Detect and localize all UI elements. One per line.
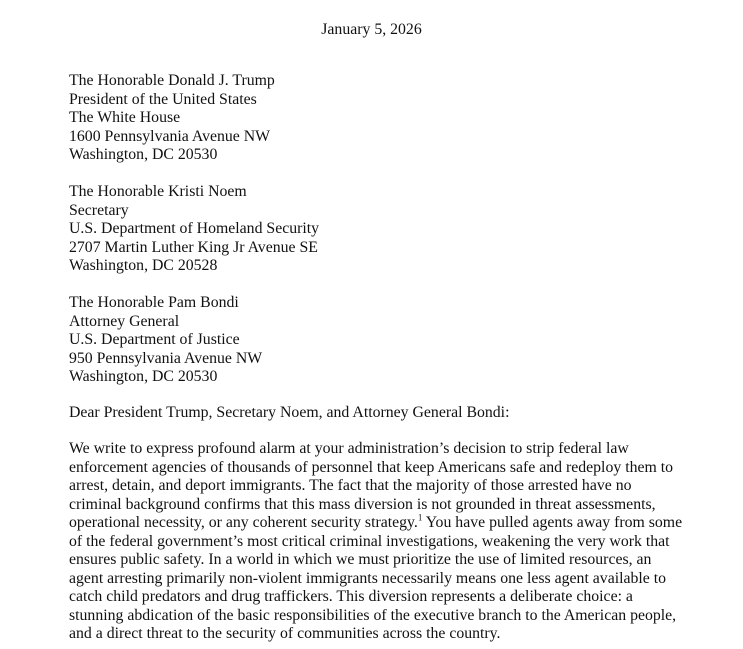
address-line: 1600 Pennsylvania Avenue NW — [69, 127, 271, 145]
address-line: The Honorable Donald J. Trump — [69, 72, 275, 89]
body-line: and a direct threat to the security of communities across the country. — [69, 625, 501, 643]
recipient-address-trump — [69, 72, 709, 165]
address-line: 2707 Martin Luther King Jr Avenue SE — [69, 238, 318, 256]
letter-date: January 5, 2026 — [321, 21, 422, 38]
body-line: stunning abdication of the basic responsibilities of the executive branch to the American people, — [69, 606, 677, 624]
body-line-with-footnote — [69, 514, 719, 533]
address-line: The Honorable Pam Bondi — [69, 294, 239, 311]
body-line: of the federal government’s most critical criminal investigations, weakening the very work that — [69, 532, 670, 550]
address-line: President of the United States — [69, 90, 257, 108]
body-line: criminal background confirms that this mass diversion is not grounded in threat assessments, — [69, 495, 656, 513]
body-line: arrest, detain, and deport immigrants. The fact that the majority of those arrested have no — [69, 477, 632, 495]
address-line: Washington, DC 20530 — [69, 146, 218, 164]
address-line: 950 Pennsylvania Avenue NW — [69, 349, 263, 367]
address-line: Attorney General — [69, 312, 180, 330]
footnote-marker[interactable]: 1 — [417, 512, 423, 523]
recipient-address-bondi — [69, 294, 709, 387]
recipient-address-noem — [69, 183, 709, 276]
address-line: Washington, DC 20530 — [69, 368, 218, 386]
address-line: U.S. Department of Homeland Security — [69, 220, 320, 238]
body-line: ensures public safety. In a world in which we must prioritize the use of limited resources, an — [69, 551, 652, 569]
body-line: agent arresting primarily non-violent immigrants necessarily means one less agent available to — [69, 569, 667, 587]
address-line: The White House — [69, 109, 181, 127]
body-text: operational necessity, or any coherent security strategy. — [69, 514, 418, 532]
address-line: Secretary — [69, 201, 129, 219]
address-line: The Honorable Kristi Noem — [69, 183, 247, 200]
body-paragraph — [69, 440, 719, 644]
body-text: You have pulled agents away from some — [422, 514, 683, 532]
body-line: We write to express profound alarm at your administration’s decision to strip federal law — [69, 440, 629, 457]
salutation: Dear President Trump, Secretary Noem, and Attorney General Bondi: — [69, 404, 510, 421]
address-line: Washington, DC 20528 — [69, 257, 218, 275]
address-line: U.S. Department of Justice — [69, 331, 240, 349]
body-line: enforcement agencies of thousands of personnel that keep Americans safe and redeploy them to — [69, 458, 674, 476]
body-line: catch child predators and drug traffickers. This diversion represents a deliberate choice: a — [69, 588, 633, 606]
